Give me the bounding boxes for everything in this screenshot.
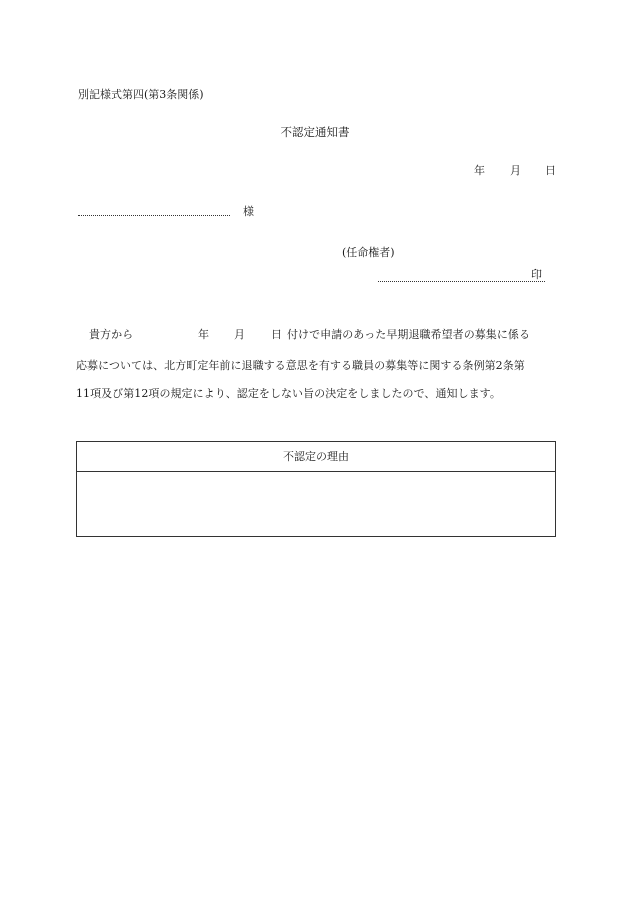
- addressee-honorific: 様: [243, 205, 254, 218]
- reason-table-header: 不認定の理由: [77, 442, 555, 472]
- body-line3: 11項及び第12項の規定により、認定をしない旨の決定をしましたので、通知します。: [76, 387, 501, 400]
- seal-mark: 印: [531, 268, 542, 281]
- addressee-name-line: [78, 205, 230, 216]
- date-month-label: 月: [510, 164, 521, 177]
- body-line1-rest: 付けで申請のあった早期退職希望者の募集に係る: [287, 328, 530, 341]
- appointer-label: (任命権者): [342, 246, 395, 259]
- body-line1-year: 年: [198, 328, 210, 341]
- document-title: 不認定通知書: [280, 125, 350, 139]
- date-day-label: 日: [545, 164, 556, 177]
- body-line1-month: 月: [234, 328, 246, 341]
- reason-table-body: [77, 472, 555, 538]
- reason-table: [76, 441, 556, 537]
- appointer-name-line: [378, 271, 545, 282]
- body-line1-start: 貴方から: [89, 328, 134, 341]
- body-line2: 応募については、北方町定年前に退職する意思を有する職員の募集等に関する条例第2条第: [76, 359, 525, 372]
- form-label: 別記様式第四(第3条関係): [78, 88, 204, 101]
- body-line1-day: 日: [271, 328, 283, 341]
- date-year-label: 年: [474, 164, 485, 177]
